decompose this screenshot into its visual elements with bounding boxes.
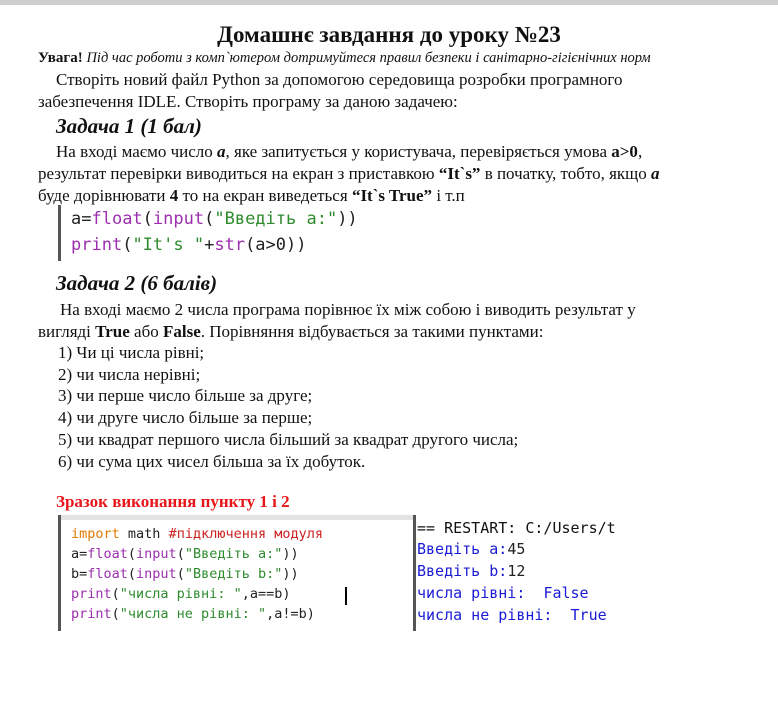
code-line: print("числа не рівні: ",a!=b) [71, 606, 315, 622]
task2-line-1: На вході маємо 2 числа програма порівнює їх між собою і виводить результат у [60, 300, 636, 319]
code-line: a=float(input("Введіть a:")) [71, 546, 299, 562]
task2-heading: Задача 2 (6 балів) [56, 271, 218, 295]
task1-output: “It`s True” [351, 186, 433, 205]
warning-text: Під час роботи з комп`ютером дотримуйтеся правил безпеки і санітарно-гігієнічних норм [86, 50, 651, 66]
code-line: b=float(input("Введіть b:")) [71, 566, 299, 582]
task1-var: a [217, 142, 226, 161]
true-keyword: True [95, 322, 130, 341]
task1-text: буде дорівнювати [38, 186, 170, 205]
safety-warning [38, 50, 651, 67]
shell-restart-line: == RESTART: C:/Users/t [417, 519, 616, 537]
list-item: 5) чи квадрат першого числа більший за квадрат другого числа; [58, 430, 519, 449]
task1-text: , [637, 142, 643, 161]
task1-heading: Задача 1 (1 бал) [56, 114, 202, 138]
task2-line-2: вигляді True або False. Порівняння відбувається за такими пунктами: [38, 322, 544, 341]
shell-line: Введіть a:45 [417, 540, 526, 558]
task1-prefix: “It`s” [438, 164, 481, 183]
false-keyword: False [163, 322, 201, 341]
task1-text: , яке запитується у користувача, перевіряється умова [225, 142, 612, 161]
text-cursor [345, 587, 347, 605]
task1-line-3 [38, 186, 465, 206]
shell-line: числа рівні: False [417, 584, 589, 602]
task1-text: і т.п [432, 186, 465, 205]
task1-text: то на екран виведеться [178, 186, 352, 205]
task1-line-1 [56, 142, 642, 162]
warning-label: Увага! [38, 50, 83, 66]
list-item: 1) Чи ці числа рівні; [58, 343, 205, 362]
shell-line: Введіть b:12 [417, 562, 526, 580]
code-line: a=float(input("Введіть a:")) [71, 209, 358, 229]
python-shell-output [414, 515, 664, 631]
intro-line-1: Створіть новий файл Python за допомогою середовища розробки програмного [56, 70, 623, 89]
page-title: Домашнє завдання до уроку №23 [217, 22, 561, 47]
task1-var: a [651, 164, 660, 183]
list-item: 3) чи перше число більше за друге; [58, 386, 313, 405]
shell-line: числа не рівні: True [417, 606, 607, 624]
code-line: print("It's "+str(a>0)) [71, 235, 307, 255]
sample-title: Зразок виконання пункту 1 і 2 [56, 492, 290, 511]
code-line: import math #підключення модуля [71, 526, 323, 542]
task1-code-snippet [58, 205, 429, 261]
list-item: 2) чи числа нерівні; [58, 365, 201, 384]
list-item: 6) чи сума цих чисел більша за їх добуток. [58, 452, 366, 471]
task1-text: результат перевірки виводиться на екран з приставкою [38, 164, 439, 183]
editor-rule [61, 515, 413, 520]
task1-text: в початку, тобто, якщо [480, 164, 652, 183]
code-line: print("числа рівні: ",a==b) [71, 586, 291, 602]
task1-line-2 [38, 164, 660, 184]
task1-text: На вході маємо число [56, 142, 218, 161]
task1-condition: a>0 [611, 142, 638, 161]
list-item: 4) чи друге число більше за перше; [58, 408, 313, 427]
task1-number: 4 [169, 186, 179, 205]
sample-code-editor [58, 515, 416, 631]
intro-line-2: забезпечення IDLE. Створіть програму за даною задачею: [38, 92, 458, 111]
top-border [0, 0, 778, 5]
